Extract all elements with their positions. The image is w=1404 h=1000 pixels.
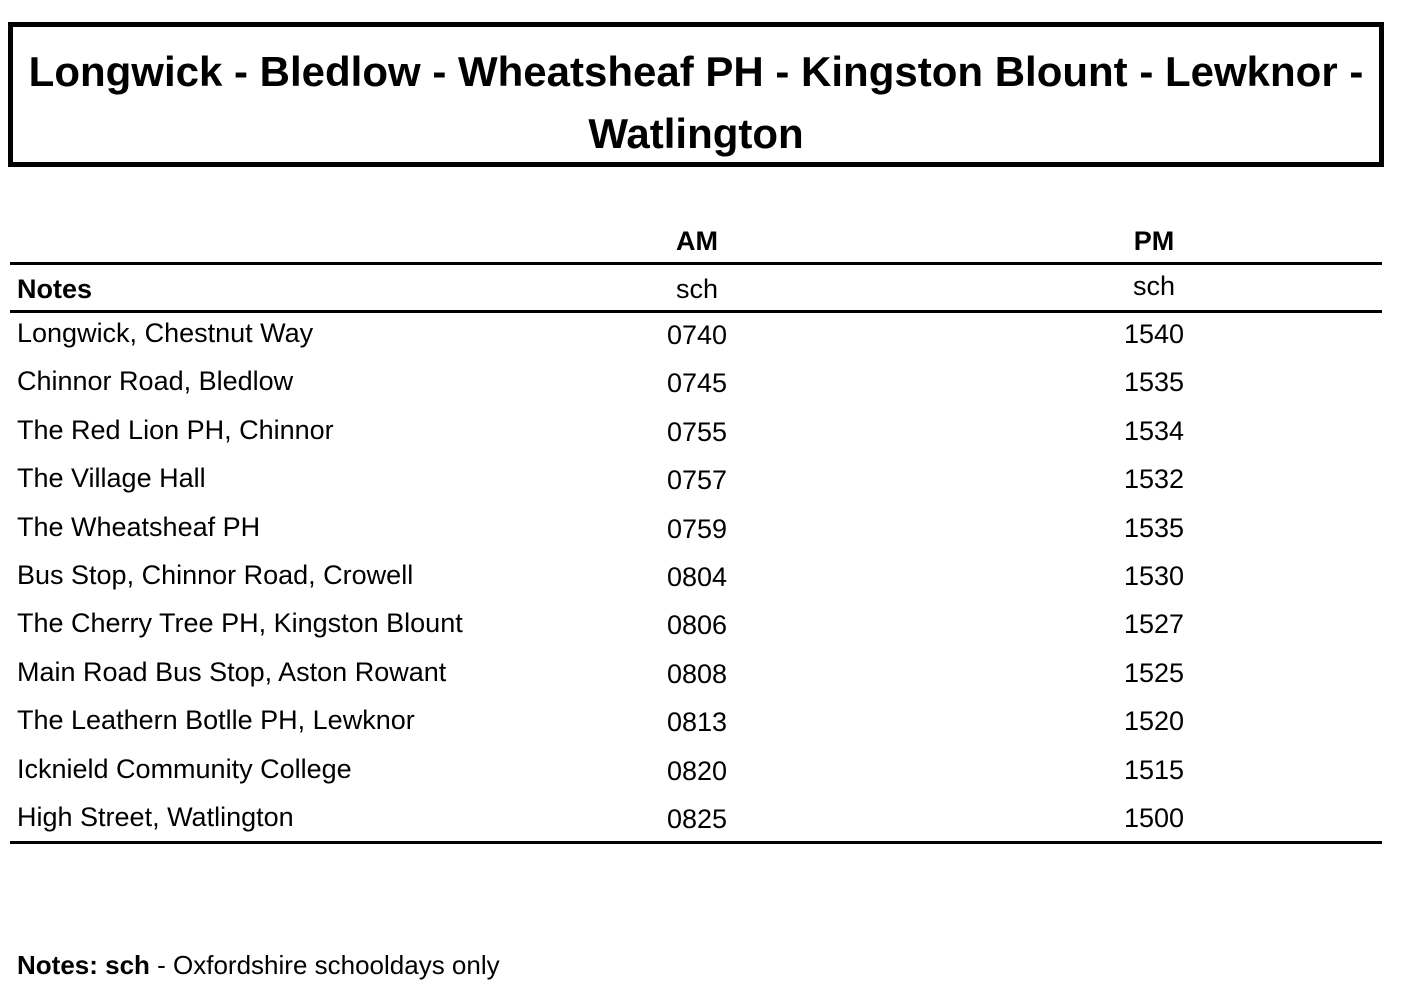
pm-time: 1530 (1123, 561, 1185, 591)
pm-time: 1527 (1123, 609, 1185, 639)
footer-note (17, 950, 500, 981)
stop-name: High Street, Watlington (17, 802, 294, 832)
route-title: Longwick - Bledlow - Wheatsheaf PH - Kingston Blount - Lewknor - Watlington (28, 48, 1364, 157)
table-row (10, 608, 1382, 648)
pm-time: 1515 (1123, 755, 1185, 785)
footer-note-text: - Oxfordshire schooldays only (149, 950, 500, 980)
pm-time: 1535 (1123, 367, 1185, 397)
pm-time: 1534 (1123, 416, 1185, 446)
pm-time: 1500 (1123, 803, 1185, 833)
pm-time: 1525 (1123, 658, 1185, 688)
stop-name: The Leathern Botlle PH, Lewknor (17, 705, 415, 735)
period-header-row (10, 224, 1382, 264)
pm-time: 1535 (1123, 513, 1185, 543)
am-time: 0740 (666, 320, 728, 350)
stop-name: The Cherry Tree PH, Kingston Blount (17, 608, 463, 638)
table-row (10, 366, 1382, 406)
am-time: 0820 (666, 756, 728, 786)
am-header: AM (676, 226, 718, 256)
am-time: 0745 (666, 368, 728, 398)
table-bottom-rule (10, 841, 1382, 844)
pm-time: 1532 (1123, 464, 1185, 494)
stop-name: Longwick, Chestnut Way (17, 318, 314, 348)
table-row (10, 560, 1382, 600)
am-time: 0804 (666, 562, 728, 592)
pm-time: 1540 (1123, 319, 1185, 349)
table-row (10, 802, 1382, 842)
stop-name: The Village Hall (17, 463, 206, 493)
stop-name: Main Road Bus Stop, Aston Rowant (17, 657, 447, 687)
table-row (10, 318, 1382, 358)
header-top-rule (10, 262, 1382, 265)
am-note: sch (675, 274, 719, 304)
notes-header-row (10, 272, 1382, 312)
am-time: 0757 (666, 465, 728, 495)
stop-name: The Red Lion PH, Chinnor (17, 415, 334, 445)
am-time: 0759 (666, 514, 728, 544)
table-row (10, 657, 1382, 697)
table-row (10, 463, 1382, 503)
footer-note-label: Notes: sch (17, 950, 150, 980)
pm-note: sch (1132, 271, 1176, 301)
am-time: 0808 (666, 659, 728, 689)
am-time: 0825 (666, 804, 728, 834)
table-row (10, 512, 1382, 552)
stop-name: The Wheatsheaf PH (17, 512, 261, 542)
am-time: 0806 (666, 610, 728, 640)
stop-name: Icknield Community College (17, 754, 352, 784)
table-row (10, 754, 1382, 794)
stop-name: Bus Stop, Chinnor Road, Crowell (17, 560, 414, 590)
header-bottom-rule (10, 310, 1382, 313)
am-time: 0813 (666, 707, 728, 737)
stop-name: Chinnor Road, Bledlow (17, 366, 294, 396)
table-row (10, 415, 1382, 455)
table-row (10, 705, 1382, 745)
pm-time: 1520 (1123, 706, 1185, 736)
pm-header: PM (1133, 226, 1175, 256)
am-time: 0755 (666, 417, 728, 447)
notes-header: Notes (17, 274, 93, 304)
title-box (8, 22, 1384, 167)
